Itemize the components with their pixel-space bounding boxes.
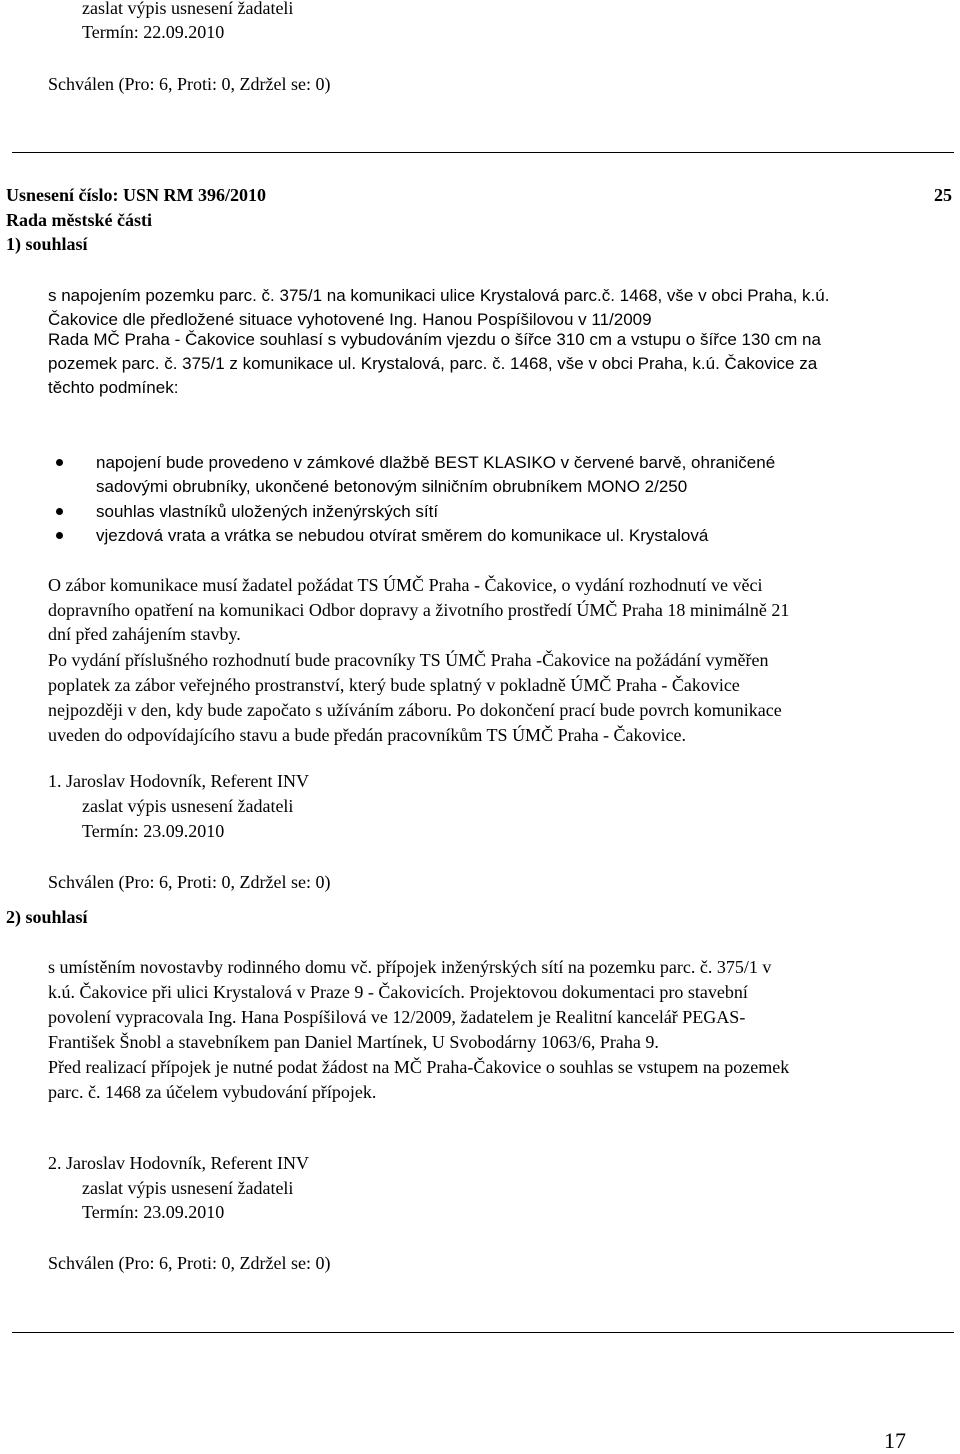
bullet-item-2: souhlas vlastníků uložených inženýrských sítí [96, 502, 439, 521]
point-1-para3-line-5: poplatek za zábor veřejného prostranství, který bude splatný v pokladně ÚMČ Praha - Čakovice [48, 675, 740, 695]
point-1-para2-line-2: pozemek parc. č. 375/1 z komunikace ul. Krystalová, parc. č. 1468, vše v obci Praha, k.ú. Čakovice za [48, 354, 818, 373]
send-line: zaslat výpis usnesení žadateli [82, 0, 294, 18]
point-1-para2-line-1: Rada MČ Praha - Čakovice souhlasí s vybudováním vjezdu o šířce 310 cm a vstupu o šířce 130 cm na [48, 330, 821, 349]
point-1-line-1: s napojením pozemku parc. č. 375/1 na komunikaci ulice Krystalová parc.č. 1468, vše v obci Praha, k.ú. [48, 286, 830, 305]
task-1-assignee: 1. Jaroslav Hodovník, Referent INV [48, 771, 309, 791]
task-1-deadline: Termín: 23.09.2010 [82, 821, 225, 841]
page-number: 17 [884, 1428, 906, 1453]
bullet-icon [56, 508, 63, 515]
approval-status: Schválen (Pro: 6, Proti: 0, Zdržel se: 0) [48, 74, 331, 94]
point-2-line-1: s umístěním novostavby rodinného domu vč. přípojek inženýrských sítí na pozemku parc. č. 375/1 v [48, 957, 772, 977]
task-1-send-line: zaslat výpis usnesení žadateli [82, 796, 294, 816]
bullet-item-1: napojení bude provedeno v zámkové dlažbě BEST KLASIKO v červené barvě, ohraničené [96, 453, 776, 472]
point-2-line-2: k.ú. Čakovice při ulici Krystalová v Praze 9 - Čakovicích. Projektovou dokumentaci pro stavební [48, 982, 748, 1002]
bullet-icon [56, 532, 63, 539]
point-2-line-5: Před realizací přípojek je nutné podat žádost na MČ Praha-Čakovice o souhlas se vstupem na pozemek [48, 1057, 790, 1077]
point-1-line-2: Čakovice dle předložené situace vyhotovené Ing. Hanou Pospíšilovou v 11/2009 [48, 310, 652, 329]
point-1-para3-line-2: dopravního opatření na komunikaci Odbor dopravy a životního prostředí ÚMČ Praha 18 minimálně 21 [48, 600, 790, 620]
point-2-line-6: parc. č. 1468 za účelem vybudování přípojek. [48, 1082, 377, 1102]
approval-status-1: Schválen (Pro: 6, Proti: 0, Zdržel se: 0) [48, 872, 331, 892]
point-2-line-4: František Šnobl a stavebníkem pan Daniel Martínek, U Svobodárny 1063/6, Praha 9. [48, 1032, 659, 1052]
approval-status-2: Schválen (Pro: 6, Proti: 0, Zdržel se: 0) [48, 1253, 331, 1273]
task-2-assignee: 2. Jaroslav Hodovník, Referent INV [48, 1153, 309, 1173]
point-1-para2-line-3: těchto podmínek: [48, 378, 179, 397]
bullet-icon [56, 459, 63, 466]
council-name: Rada městské části [6, 210, 152, 230]
point-1-para3-line-7: uveden do odpovídajícího stavu a bude předán pracovníkům TS ÚMČ Praha - Čakovice. [48, 725, 687, 745]
separator-line [12, 1332, 954, 1333]
point-1-para3-line-6: nejpozději v den, kdy bude započato s užíváním záboru. Po dokončení prací bude povrch komunikace [48, 700, 782, 720]
deadline: Termín: 22.09.2010 [82, 22, 225, 42]
bullet-item-3: vjezdová vrata a vrátka se nebudou otvírat směrem do komunikace ul. Krystalová [96, 526, 709, 545]
point-1-para3-line-4: Po vydání příslušného rozhodnutí bude pracovníky TS ÚMČ Praha -Čakovice na požádání vyměřen [48, 650, 769, 670]
point-2-line-3: povolení vypracovala Ing. Hana Pospíšilová ve 12/2009, žadatelem je Realitní kancelář PEGAS- [48, 1007, 746, 1027]
point-1-para3-line-3: dní před zahájením stavby. [48, 624, 241, 644]
task-2-send-line: zaslat výpis usnesení žadateli [82, 1178, 294, 1198]
point-1-label: 1) souhlasí [6, 234, 88, 254]
task-2-deadline: Termín: 23.09.2010 [82, 1202, 225, 1222]
point-1-para3-line-1: O zábor komunikace musí žadatel požádat TS ÚMČ Praha - Čakovice, o vydání rozhodnutí ve věci [48, 575, 763, 595]
bullet-item-1-cont: sadovými obrubníky, ukončené betonovým silničním obrubníkem MONO 2/250 [96, 477, 688, 496]
item-number: 25 [934, 185, 952, 205]
separator-line [12, 152, 954, 153]
resolution-number: Usnesení číslo: USN RM 396/2010 [6, 185, 266, 205]
point-2-label: 2) souhlasí [6, 907, 88, 927]
